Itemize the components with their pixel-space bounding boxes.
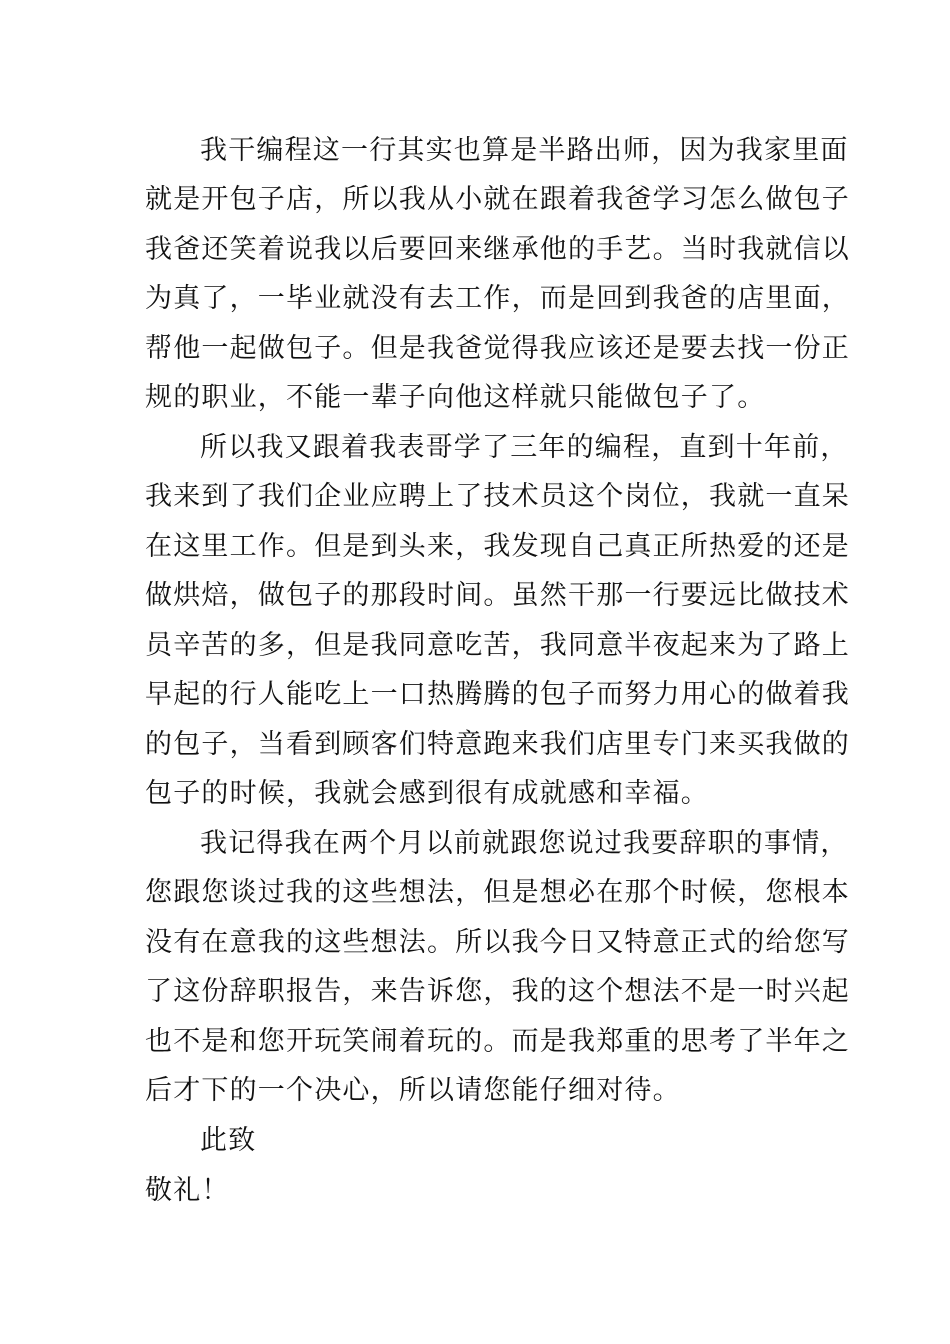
paragraph-2-line-7: 的包子，当看到顾客们特意跑来我们店里专门来买我做的 — [145, 729, 850, 760]
paragraph-1-line-3: 我爸还笑着说我以后要回来继承他的手艺。当时我就信以 — [145, 234, 850, 265]
paragraph-2-line-1: 所以我又跟着我表哥学了三年的编程，直到十年前， — [200, 432, 849, 463]
paragraph-1-line-6: 规的职业，不能一辈子向他这样就只能做包子了。 — [145, 382, 766, 413]
salutation-text: 敬礼！ — [145, 1175, 230, 1206]
paragraph-1-line-1: 我干编程这一行其实也算是半路出师，因为我家里面 — [200, 135, 849, 166]
paragraph-3-line-6: 后才下的一个决心，所以请您能仔细对待。 — [145, 1075, 681, 1106]
paragraph-3-line-2: 您跟您谈过我的这些想法，但是想必在那个时候，您根本 — [145, 877, 850, 908]
paragraph-3-line-1: 我记得我在两个月以前就跟您说过我要辞职的事情， — [200, 828, 849, 859]
paragraph-2-line-4: 做烘焙，做包子的那段时间。虽然干那一行要远比做技术 — [145, 580, 850, 611]
paragraph-2-line-2: 我来到了我们企业应聘上了技术员这个岗位，我就一直呆 — [145, 481, 850, 512]
paragraph-1-line-4: 为真了，一毕业就没有去工作，而是回到我爸的店里面， — [145, 283, 850, 314]
paragraph-1-line-2: 就是开包子店，所以我从小就在跟着我爸学习怎么做包子 — [145, 184, 850, 215]
paragraph-3-line-5: 也不是和您开玩笑闹着玩的。而是我郑重的思考了半年之 — [145, 1026, 850, 1057]
paragraph-1-line-5: 帮他一起做包子。但是我爸觉得我应该还是要去找一份正 — [145, 333, 850, 364]
paragraph-2-line-6: 早起的行人能吃上一口热腾腾的包子而努力用心的做着我 — [145, 679, 850, 710]
paragraph-2-line-8: 包子的时候，我就会感到很有成就感和幸福。 — [145, 778, 709, 809]
paragraph-3-line-3: 没有在意我的这些想法。所以我今日又特意正式的给您写 — [145, 927, 850, 958]
closing-text: 此致 — [200, 1125, 257, 1156]
paragraph-2-line-5: 员辛苦的多，但是我同意吃苦，我同意半夜起来为了路上 — [145, 630, 850, 661]
paragraph-3-line-4: 了这份辞职报告，来告诉您，我的这个想法不是一时兴起 — [145, 976, 850, 1007]
paragraph-2-line-3: 在这里工作。但是到头来，我发现自己真正所热爱的还是 — [145, 531, 850, 562]
